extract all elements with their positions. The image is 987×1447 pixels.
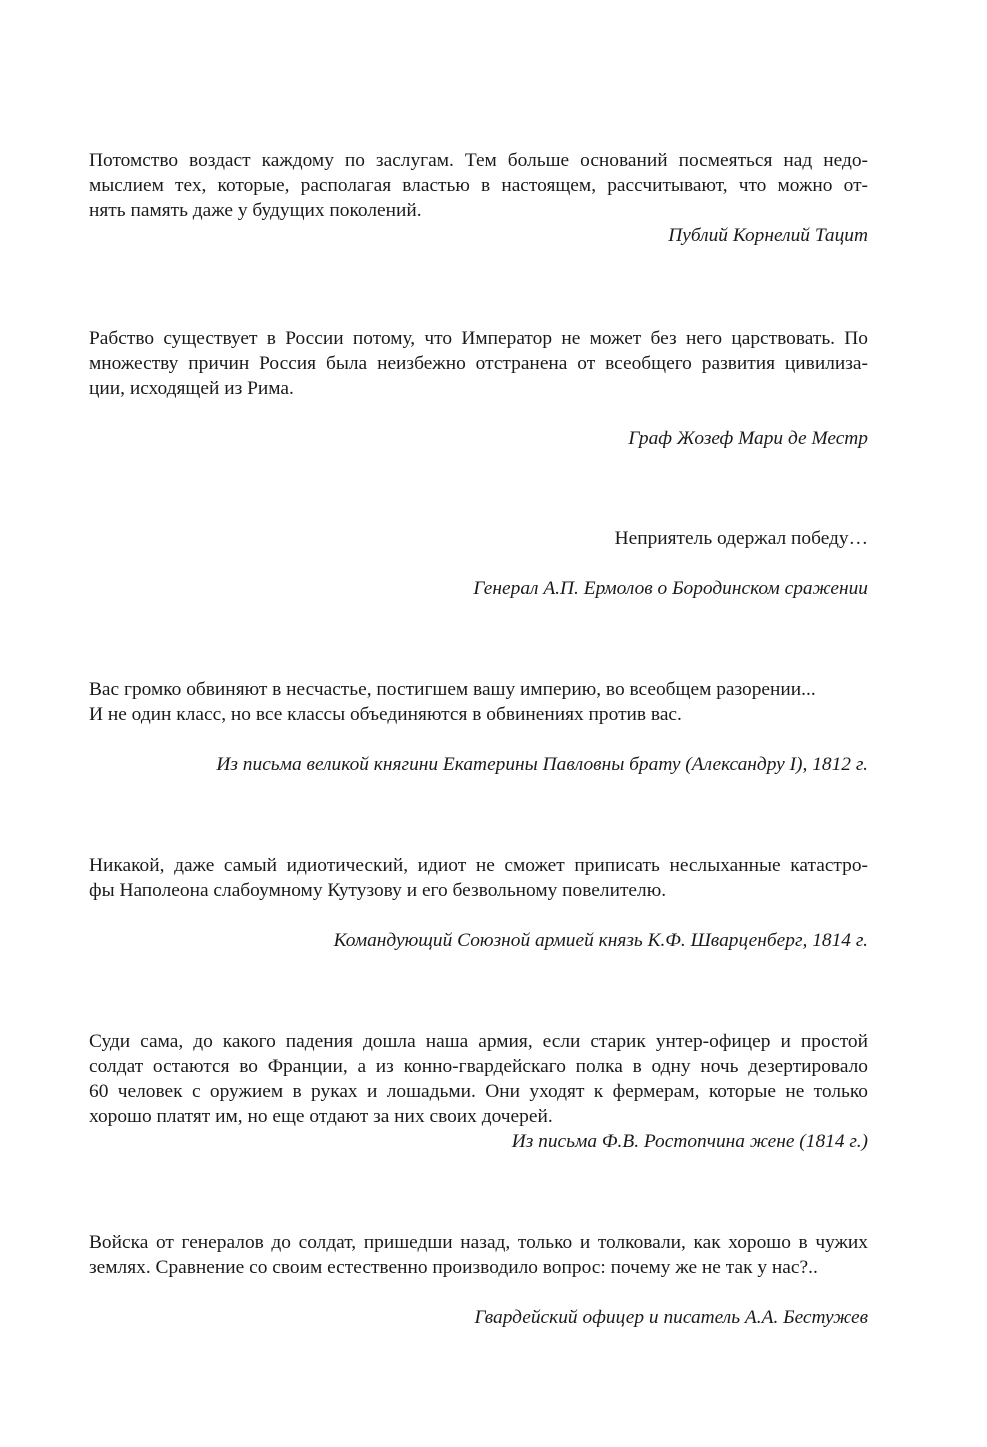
quote-text (89, 677, 868, 727)
quote-text (89, 853, 868, 903)
quote-line: множеству причин Россия была неизбежно отстранена от всеобщего развития цивилиза- (89, 353, 868, 374)
epigraph-tacitus (89, 148, 868, 248)
epigraph-yermolov (89, 526, 868, 601)
quote-line: хорошо платят им, но еще отдают за них своих дочерей. (89, 1106, 553, 1127)
quote-line: Суди сама, до какого падения дошла наша армия, если старик унтер-офицер и простой (89, 1031, 868, 1052)
epigraph-schwarzenberg (89, 853, 868, 953)
epigraph-de-maistre (89, 326, 868, 451)
quote-line: 60 человек с оружием в руках и лошадьми. Они уходят к фермерам, которые не только (89, 1081, 868, 1102)
quote-attribution: Из письма великой княгини Екатерины Павловны брату (Александру I), 1812 г. (216, 754, 868, 775)
quote-line: И не один класс, но все классы объединяются в обвинениях против вас. (89, 704, 682, 725)
quote-line: Вас громко обвиняют в несчастье, постигшем вашу империю, во всеобщем разорении... (89, 679, 816, 700)
quote-text (89, 326, 868, 401)
epigraph-bestuzhev (89, 1230, 868, 1330)
quote-text (89, 1230, 868, 1280)
quote-line: нять память даже у будущих поколений. (89, 200, 422, 221)
quote-attribution: Граф Жозеф Мари де Местр (628, 428, 868, 449)
quote-attribution: Из письма Ф.В. Ростопчина жене (1814 г.) (511, 1131, 868, 1152)
quote-line: солдат остаются во Франции, а из конно-гвардейскаго полка в одну ночь дезертировало (89, 1056, 868, 1077)
quote-attribution: Гвардейский офицер и писатель А.А. Бестужев (474, 1307, 868, 1328)
epigraph-ekaterina-pavlovna (89, 677, 868, 777)
quote-line: землях. Сравнение со своим естественно производило вопрос: почему же не так у нас?.. (89, 1257, 818, 1278)
quote-line: Потомство воздаст каждому по заслугам. Тем больше оснований посмеяться над недо- (89, 150, 868, 171)
quote-text (89, 526, 868, 551)
quote-attribution: Генерал А.П. Ермолов о Бородинском сражении (473, 578, 868, 599)
epigraph-rostopchin (89, 1029, 868, 1154)
quote-line: ции, исходящей из Рима. (89, 378, 294, 399)
quote-line: Неприятель одержал победу… (614, 528, 868, 549)
quote-text (89, 148, 868, 223)
quote-attribution: Командующий Союзной армией князь К.Ф. Шварценберг, 1814 г. (333, 930, 868, 951)
quote-line: мыслием тех, которые, располагая властью в настоящем, рассчитывают, что можно от- (89, 175, 868, 196)
quote-text (89, 1029, 868, 1129)
quote-line: фы Наполеона слабоумному Кутузову и его безвольному повелителю. (89, 880, 667, 901)
quote-line: Никакой, даже самый идиотический, идиот не сможет приписать неслыханные катастро- (89, 855, 868, 876)
quote-line: Рабство существует в России потому, что Император не может без него царствовать. По (89, 328, 868, 349)
quote-attribution: Публий Корнелий Тацит (668, 225, 868, 246)
document-page (89, 0, 868, 1447)
quote-line: Войска от генералов до солдат, пришедши назад, только и толковали, как хорошо в чужих (89, 1232, 868, 1253)
